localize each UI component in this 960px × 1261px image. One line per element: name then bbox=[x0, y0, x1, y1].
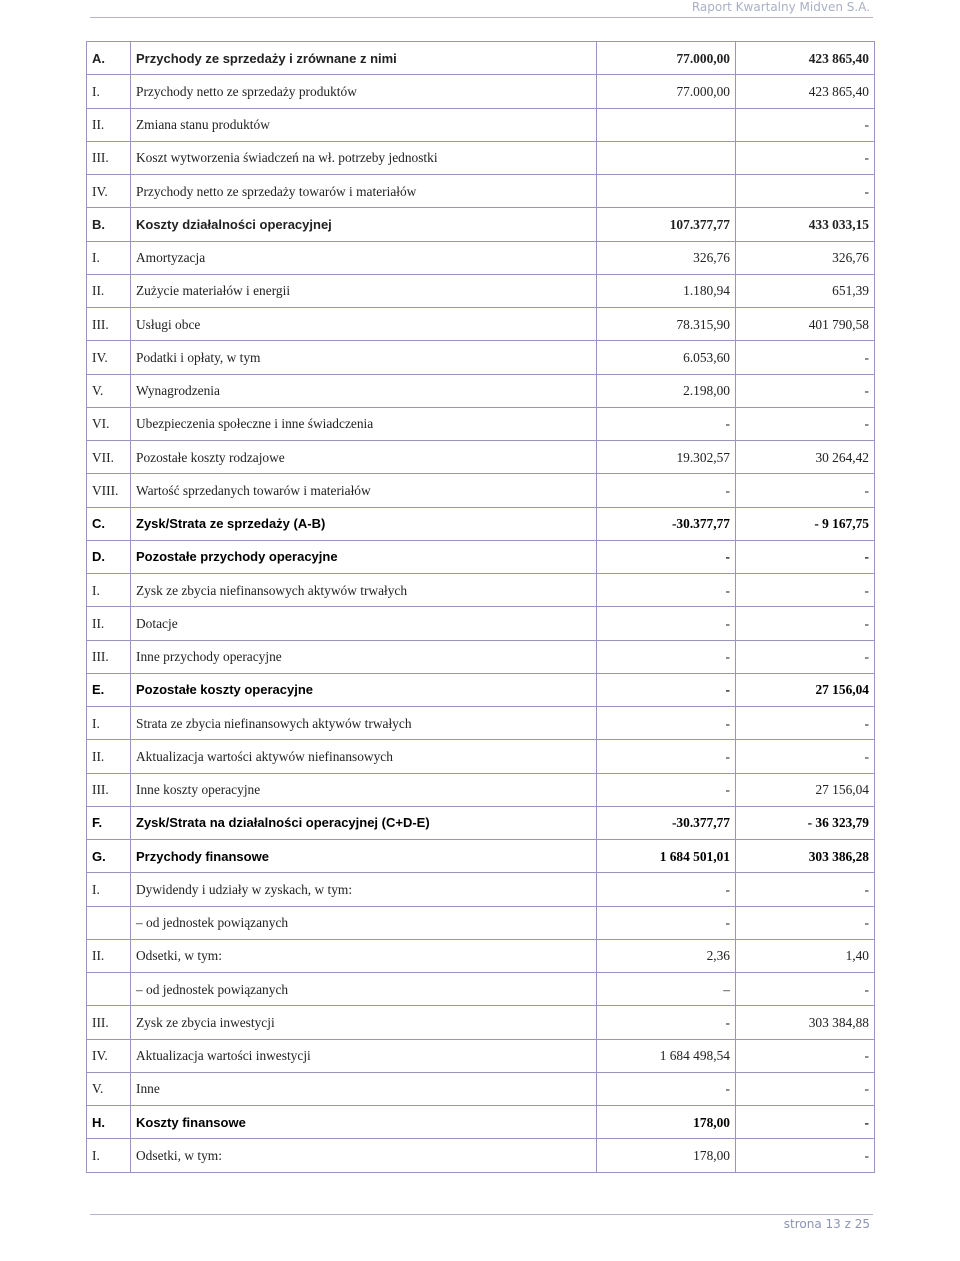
row-number: II. bbox=[87, 740, 131, 773]
row-label: Zysk ze zbycia niefinansowych aktywów trwałych bbox=[131, 574, 597, 607]
row-number: II. bbox=[87, 108, 131, 141]
value-previous: 651,39 bbox=[736, 274, 875, 307]
table-row bbox=[87, 407, 875, 440]
row-label: Koszt wytworzenia świadczeń na wł. potrzeby jednostki bbox=[131, 141, 597, 174]
value-previous: - bbox=[736, 707, 875, 740]
value-current: 178,00 bbox=[597, 1106, 736, 1139]
row-label: Zysk ze zbycia inwestycji bbox=[131, 1006, 597, 1039]
value-current: - bbox=[597, 707, 736, 740]
value-previous: - bbox=[736, 740, 875, 773]
value-previous: 30 264,42 bbox=[736, 441, 875, 474]
value-previous: - bbox=[736, 1106, 875, 1139]
value-previous: 303 384,88 bbox=[736, 1006, 875, 1039]
row-number: H. bbox=[87, 1106, 131, 1139]
table-row bbox=[87, 1072, 875, 1105]
value-previous: - bbox=[736, 540, 875, 573]
value-current: - bbox=[597, 1072, 736, 1105]
row-label: Przychody netto ze sprzedaży produktów bbox=[131, 75, 597, 108]
table-row bbox=[87, 640, 875, 673]
value-current: - bbox=[597, 740, 736, 773]
value-previous: 423 865,40 bbox=[736, 42, 875, 75]
table-row bbox=[87, 574, 875, 607]
value-current: - bbox=[597, 474, 736, 507]
value-previous: - bbox=[736, 1072, 875, 1105]
row-number: I. bbox=[87, 574, 131, 607]
income-statement-table bbox=[86, 41, 875, 1173]
value-previous: - bbox=[736, 474, 875, 507]
row-number: III. bbox=[87, 308, 131, 341]
row-number: I. bbox=[87, 873, 131, 906]
table-row bbox=[87, 108, 875, 141]
row-label: Wartość sprzedanych towarów i materiałów bbox=[131, 474, 597, 507]
row-label: Pozostałe koszty rodzajowe bbox=[131, 441, 597, 474]
value-previous: 423 865,40 bbox=[736, 75, 875, 108]
row-number: III. bbox=[87, 1006, 131, 1039]
row-label: Aktualizacja wartości aktywów niefinansowych bbox=[131, 740, 597, 773]
value-previous: - bbox=[736, 141, 875, 174]
value-current: 2.198,00 bbox=[597, 374, 736, 407]
table-row bbox=[87, 707, 875, 740]
value-previous: - bbox=[736, 973, 875, 1006]
row-label: Przychody netto ze sprzedaży towarów i materiałów bbox=[131, 175, 597, 208]
value-current: 107.377,77 bbox=[597, 208, 736, 241]
row-number: I. bbox=[87, 707, 131, 740]
row-label: Usługi obce bbox=[131, 308, 597, 341]
table-row bbox=[87, 341, 875, 374]
value-current: 178,00 bbox=[597, 1139, 736, 1172]
value-current: 19.302,57 bbox=[597, 441, 736, 474]
row-number: D. bbox=[87, 540, 131, 573]
table-row bbox=[87, 241, 875, 274]
row-label: Koszty finansowe bbox=[131, 1106, 597, 1139]
row-number: IV. bbox=[87, 175, 131, 208]
section-row bbox=[87, 1106, 875, 1139]
table-row bbox=[87, 441, 875, 474]
value-current: -30.377,77 bbox=[597, 806, 736, 839]
value-previous: 401 790,58 bbox=[736, 308, 875, 341]
section-row bbox=[87, 840, 875, 873]
value-previous: - 9 167,75 bbox=[736, 507, 875, 540]
value-previous: 326,76 bbox=[736, 241, 875, 274]
section-row bbox=[87, 673, 875, 706]
value-current: 1 684 498,54 bbox=[597, 1039, 736, 1072]
value-previous: - 36 323,79 bbox=[736, 806, 875, 839]
value-current: - bbox=[597, 773, 736, 806]
row-label: Strata ze zbycia niefinansowych aktywów trwałych bbox=[131, 707, 597, 740]
value-previous: - bbox=[736, 1039, 875, 1072]
value-previous: 433 033,15 bbox=[736, 208, 875, 241]
row-label: Amortyzacja bbox=[131, 241, 597, 274]
value-current: 1.180,94 bbox=[597, 274, 736, 307]
row-label: Dotacje bbox=[131, 607, 597, 640]
value-previous: - bbox=[736, 374, 875, 407]
row-label: Zysk/Strata ze sprzedaży (A-B) bbox=[131, 507, 597, 540]
value-previous: - bbox=[736, 407, 875, 440]
value-current: – bbox=[597, 973, 736, 1006]
table-row bbox=[87, 274, 875, 307]
row-number bbox=[87, 973, 131, 1006]
row-label: Dywidendy i udziały w zyskach, w tym: bbox=[131, 873, 597, 906]
row-label: Koszty działalności operacyjnej bbox=[131, 208, 597, 241]
page-number: strona 13 z 25 bbox=[783, 1217, 870, 1231]
value-current: -30.377,77 bbox=[597, 507, 736, 540]
row-label: – od jednostek powiązanych bbox=[131, 973, 597, 1006]
table-row bbox=[87, 474, 875, 507]
table-row bbox=[87, 773, 875, 806]
value-previous: - bbox=[736, 574, 875, 607]
row-label: Inne bbox=[131, 1072, 597, 1105]
value-current: 2,36 bbox=[597, 939, 736, 972]
section-row bbox=[87, 540, 875, 573]
row-number: V. bbox=[87, 374, 131, 407]
value-previous: 303 386,28 bbox=[736, 840, 875, 873]
row-label: Podatki i opłaty, w tym bbox=[131, 341, 597, 374]
table-row bbox=[87, 374, 875, 407]
row-label: Zmiana stanu produktów bbox=[131, 108, 597, 141]
header-divider bbox=[90, 17, 873, 18]
row-number: VI. bbox=[87, 407, 131, 440]
table-row bbox=[87, 1139, 875, 1172]
row-label: Inne koszty operacyjne bbox=[131, 773, 597, 806]
table-row bbox=[87, 939, 875, 972]
value-current bbox=[597, 175, 736, 208]
row-label: Wynagrodzenia bbox=[131, 374, 597, 407]
table-row bbox=[87, 607, 875, 640]
table-row bbox=[87, 175, 875, 208]
row-number: IV. bbox=[87, 341, 131, 374]
value-previous: - bbox=[736, 341, 875, 374]
row-label: – od jednostek powiązanych bbox=[131, 906, 597, 939]
row-number: VII. bbox=[87, 441, 131, 474]
value-previous: - bbox=[736, 906, 875, 939]
value-current: 1 684 501,01 bbox=[597, 840, 736, 873]
value-current: 326,76 bbox=[597, 241, 736, 274]
value-current: 78.315,90 bbox=[597, 308, 736, 341]
value-current: 6.053,60 bbox=[597, 341, 736, 374]
row-number: C. bbox=[87, 507, 131, 540]
value-current: - bbox=[597, 1006, 736, 1039]
row-number: I. bbox=[87, 241, 131, 274]
value-previous: - bbox=[736, 1139, 875, 1172]
value-current: - bbox=[597, 673, 736, 706]
row-number bbox=[87, 906, 131, 939]
row-number: B. bbox=[87, 208, 131, 241]
row-number: III. bbox=[87, 640, 131, 673]
row-number: VIII. bbox=[87, 474, 131, 507]
row-label: Zysk/Strata na działalności operacyjnej (C+D-E) bbox=[131, 806, 597, 839]
table-row bbox=[87, 906, 875, 939]
value-current: - bbox=[597, 540, 736, 573]
value-previous: - bbox=[736, 873, 875, 906]
row-number: II. bbox=[87, 607, 131, 640]
section-row bbox=[87, 42, 875, 75]
value-previous: - bbox=[736, 108, 875, 141]
row-label: Ubezpieczenia społeczne i inne świadczenia bbox=[131, 407, 597, 440]
value-current: - bbox=[597, 873, 736, 906]
value-previous: - bbox=[736, 640, 875, 673]
value-current: - bbox=[597, 640, 736, 673]
table-row bbox=[87, 973, 875, 1006]
value-previous: 27 156,04 bbox=[736, 673, 875, 706]
row-number: IV. bbox=[87, 1039, 131, 1072]
row-number: V. bbox=[87, 1072, 131, 1105]
value-current: 77.000,00 bbox=[597, 75, 736, 108]
section-row bbox=[87, 208, 875, 241]
section-row bbox=[87, 507, 875, 540]
table-row bbox=[87, 141, 875, 174]
row-label: Aktualizacja wartości inwestycji bbox=[131, 1039, 597, 1072]
row-number: I. bbox=[87, 1139, 131, 1172]
table-row bbox=[87, 308, 875, 341]
row-label: Pozostałe koszty operacyjne bbox=[131, 673, 597, 706]
table-row bbox=[87, 75, 875, 108]
value-current: - bbox=[597, 574, 736, 607]
value-current: - bbox=[597, 607, 736, 640]
row-label: Odsetki, w tym: bbox=[131, 939, 597, 972]
section-row bbox=[87, 806, 875, 839]
row-label: Zużycie materiałów i energii bbox=[131, 274, 597, 307]
table-row bbox=[87, 873, 875, 906]
value-current bbox=[597, 108, 736, 141]
row-number: II. bbox=[87, 274, 131, 307]
row-number: II. bbox=[87, 939, 131, 972]
table-row bbox=[87, 1006, 875, 1039]
row-number: F. bbox=[87, 806, 131, 839]
row-number: III. bbox=[87, 141, 131, 174]
value-current: - bbox=[597, 906, 736, 939]
table-row bbox=[87, 1039, 875, 1072]
row-label: Przychody ze sprzedaży i zrównane z nimi bbox=[131, 42, 597, 75]
row-label: Pozostałe przychody operacyjne bbox=[131, 540, 597, 573]
page-header: Raport Kwartalny Midven S.A. bbox=[691, 0, 870, 14]
row-number: A. bbox=[87, 42, 131, 75]
footer-divider bbox=[90, 1214, 873, 1215]
table-row bbox=[87, 740, 875, 773]
row-label: Odsetki, w tym: bbox=[131, 1139, 597, 1172]
table-body bbox=[87, 42, 875, 1173]
row-number: I. bbox=[87, 75, 131, 108]
row-label: Przychody finansowe bbox=[131, 840, 597, 873]
row-number: E. bbox=[87, 673, 131, 706]
value-previous: 27 156,04 bbox=[736, 773, 875, 806]
value-current bbox=[597, 141, 736, 174]
value-previous: - bbox=[736, 607, 875, 640]
row-label: Inne przychody operacyjne bbox=[131, 640, 597, 673]
row-number: III. bbox=[87, 773, 131, 806]
value-previous: 1,40 bbox=[736, 939, 875, 972]
row-number: G. bbox=[87, 840, 131, 873]
value-current: 77.000,00 bbox=[597, 42, 736, 75]
value-current: - bbox=[597, 407, 736, 440]
value-previous: - bbox=[736, 175, 875, 208]
